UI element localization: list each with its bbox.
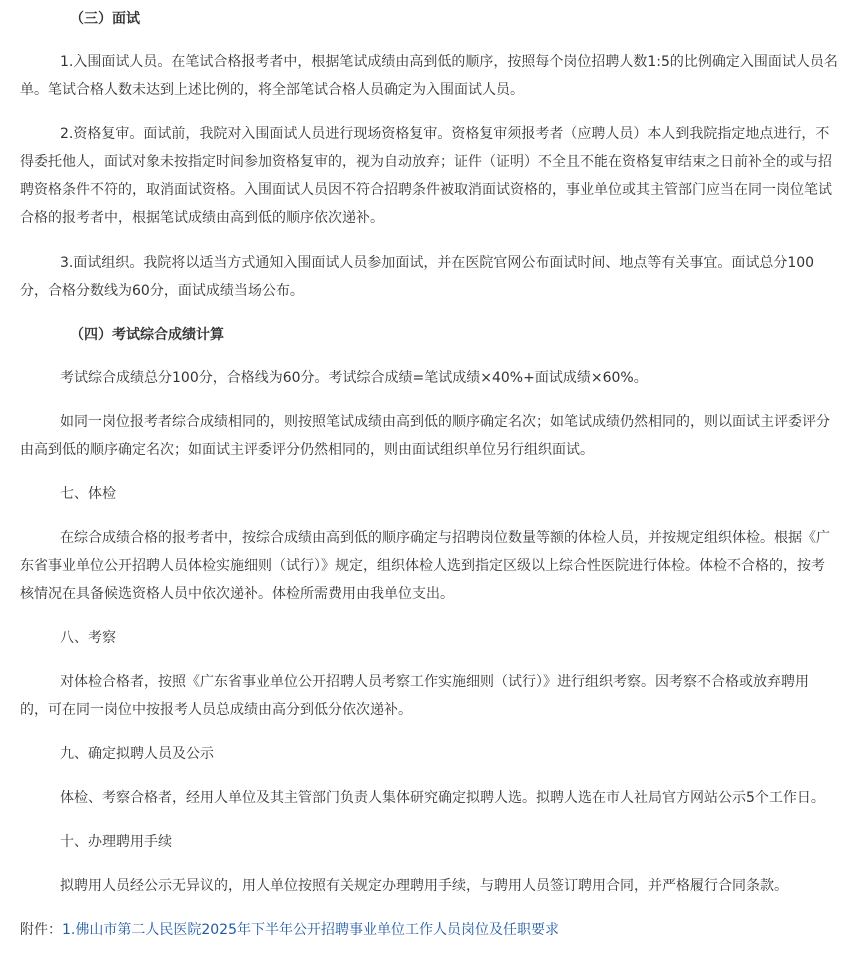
score-p1-line1: 考试综合成绩总分100分，合格线为60分。考试综合成绩=笔试成绩×40%+面试成绩×60%。 — [60, 370, 648, 386]
interview-p3-line1: 3.面试组织。我院将以适当方式通知入围面试人员参加面试，并在医院官网公布面试时间、地点等有关事宜。面试总分100 — [60, 255, 815, 271]
interview-p2-line4: 合格的报考者中，根据笔试成绩由高到低的顺序依次递补。 — [20, 210, 384, 226]
publicity-p1-line1: 体检、考察合格者，经用人单位及其主管部门负责人集体研究确定拟聘人选。拟聘人选在市人社局官方网站公示5个工作日。 — [60, 790, 825, 806]
physical-p1-line3: 核情况在具备候选资格人员中依次递补。体检所需费用由我单位支出。 — [20, 586, 454, 602]
section-heading-inspection: 八、考察 — [60, 630, 116, 646]
interview-p2-line2: 得委托他人，面试对象未按指定时间参加资格复审的，视为自动放弃；证件（证明）不全且不能在资格复审结束之日前补全的或与招 — [20, 154, 832, 170]
physical-p1-line2: 东省事业单位公开招聘人员体检实施细则（试行）》规定，组织体检人选到指定区级以上综合性医院进行体检。体检不合格的，按考 — [20, 558, 825, 574]
attachment-link[interactable]: 1.佛山市第二人民医院2025年下半年公开招聘事业单位工作人员岗位及任职要求 — [62, 922, 559, 938]
attachment-label: 附件： — [20, 922, 62, 938]
section-heading-procedures: 十、办理聘用手续 — [60, 834, 172, 850]
physical-p1-line1: 在综合成绩合格的报考者中，按综合成绩由高到低的顺序确定与招聘岗位数量等额的体检人员，并按规定组织体检。根据《广 — [60, 530, 830, 546]
section-heading-score: （四）考试综合成绩计算 — [70, 327, 224, 343]
section-heading-interview: （三）面试 — [70, 11, 140, 27]
interview-p1-line1: 1.入围面试人员。在笔试合格报考者中，根据笔试成绩由高到低的顺序，按照每个岗位招聘人数1:5的比例确定入围面试人员名 — [60, 54, 838, 70]
score-p2-line2: 由高到低的顺序确定名次；如面试主评委评分仍然相同的，则由面试组织单位另行组织面试。 — [20, 442, 594, 458]
interview-p3-line2: 分，合格分数线为60分，面试成绩当场公布。 — [20, 283, 304, 299]
interview-p2-line3: 聘资格条件不符的，取消面试资格。入围面试人员因不符合招聘条件被取消面试资格的，事业单位或其主管部门应当在同一岗位笔试 — [20, 182, 832, 198]
inspection-p1-line2: 的，可在同一岗位中按报考人员总成绩由高分到低分依次递补。 — [20, 702, 412, 718]
section-heading-publicity: 九、确定拟聘人员及公示 — [60, 746, 214, 762]
interview-p1-line2: 单。笔试合格人数未达到上述比例的，将全部笔试合格人员确定为入围面试人员。 — [20, 82, 524, 98]
score-p2-line1: 如同一岗位报考者综合成绩相同的，则按照笔试成绩由高到低的顺序确定名次；如笔试成绩仍然相同的，则以面试主评委评分 — [60, 414, 830, 430]
interview-p2-line1: 2.资格复审。面试前，我院对入围面试人员进行现场资格复审。资格复审须报考者（应聘人员）本人到我院指定地点进行，不 — [60, 126, 830, 142]
procedures-p1-line1: 拟聘用人员经公示无异议的，用人单位按照有关规定办理聘用手续，与聘用人员签订聘用合同，并严格履行合同条款。 — [60, 878, 788, 894]
attachment-line — [20, 920, 559, 940]
inspection-p1-line1: 对体检合格者，按照《广东省事业单位公开招聘人员考察工作实施细则（试行）》进行组织考察。因考察不合格或放弃聘用 — [60, 674, 809, 690]
section-heading-physical: 七、体检 — [60, 486, 116, 502]
